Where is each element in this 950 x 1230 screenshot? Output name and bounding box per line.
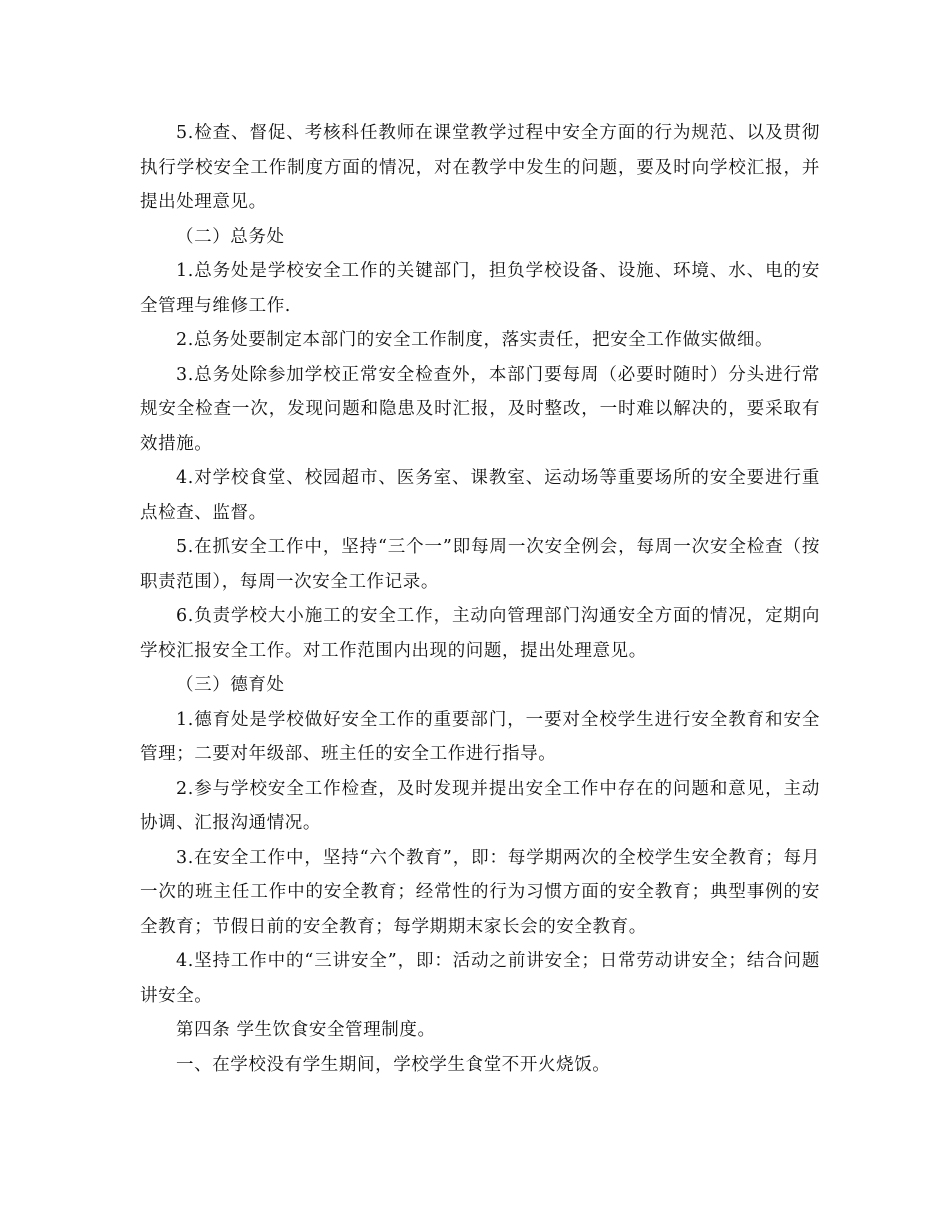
paragraph-zongwu-item-5: 5.在抓安全工作中，坚持“三个一”即每周一次安全例会，每周一次安全检查（按职责范围），每周一次安全工作记录。 [140,537,820,592]
paragraph-zongwu-item-6: 6.负责学校大小施工的安全工作，主动向管理部门沟通安全方面的情况，定期向学校汇报安全工作。对工作范围内出现的问题，提出处理意见。 [140,606,820,661]
paragraph-deyu-item-1: 1.德育处是学校做好安全工作的重要部门，一要对全校学生进行安全教育和安全管理；二要对年级部、班主任的安全工作进行指导。 [140,709,820,764]
paragraph-zongwu-item-2: 2.总务处要制定本部门的安全工作制度，落实责任，把安全工作做实做细。 [176,330,774,350]
article-heading-4: 第四条 学生饮食安全管理制度。 [176,1020,436,1040]
paragraph-deyu-item-4: 4.坚持工作中的“三讲安全”，即：活动之前讲安全；日常劳动讲安全；结合问题讲安全。 [140,951,820,1006]
section-heading-zongwu: （二）总务处 [176,226,285,247]
paragraph-jiaowu-item-5: 5.检查、督促、考核科任教师在课堂教学过程中安全方面的行为规范、以及贯彻执行学校安全工作制度方面的情况，对在教学中发生的问题，要及时向学校汇报，并提出处理意见。 [140,123,820,212]
paragraph-article4-item-1: 一、在学校没有学生期间，学校学生食堂不开火烧饭。 [176,1054,611,1075]
paragraph-zongwu-item-4: 4.对学校食堂、校园超市、医务室、课教室、运动场等重要场所的安全要进行重点检查、监督。 [140,468,820,523]
paragraph-zongwu-item-1: 1.总务处是学校安全工作的关键部门，担负学校设备、设施、环境、水、电的安全管理与维修工作. [140,261,820,316]
paragraph-zongwu-item-3: 3.总务处除参加学校正常安全检查外，本部门要每周（必要时随时）分头进行常规安全检查一次，发现问题和隐患及时汇报，及时整改，一时难以解决的，要采取有效措施。 [140,364,820,454]
paragraph-deyu-item-3: 3.在安全工作中，坚持“六个教育”，即：每学期两次的全校学生安全教育；每月一次的班主任工作中的安全教育；经常性的行为习惯方面的安全教育；典型事例的安全教育；节假日前的安全教育；每学期期末家长会的安全教育。 [140,847,820,937]
document-body [140,116,820,1082]
paragraph-deyu-item-2: 2.参与学校安全工作检查，及时发现并提出安全工作中存在的问题和意见，主动协调、汇报沟通情况。 [140,778,820,833]
section-heading-deyu: （三）德育处 [176,675,285,695]
